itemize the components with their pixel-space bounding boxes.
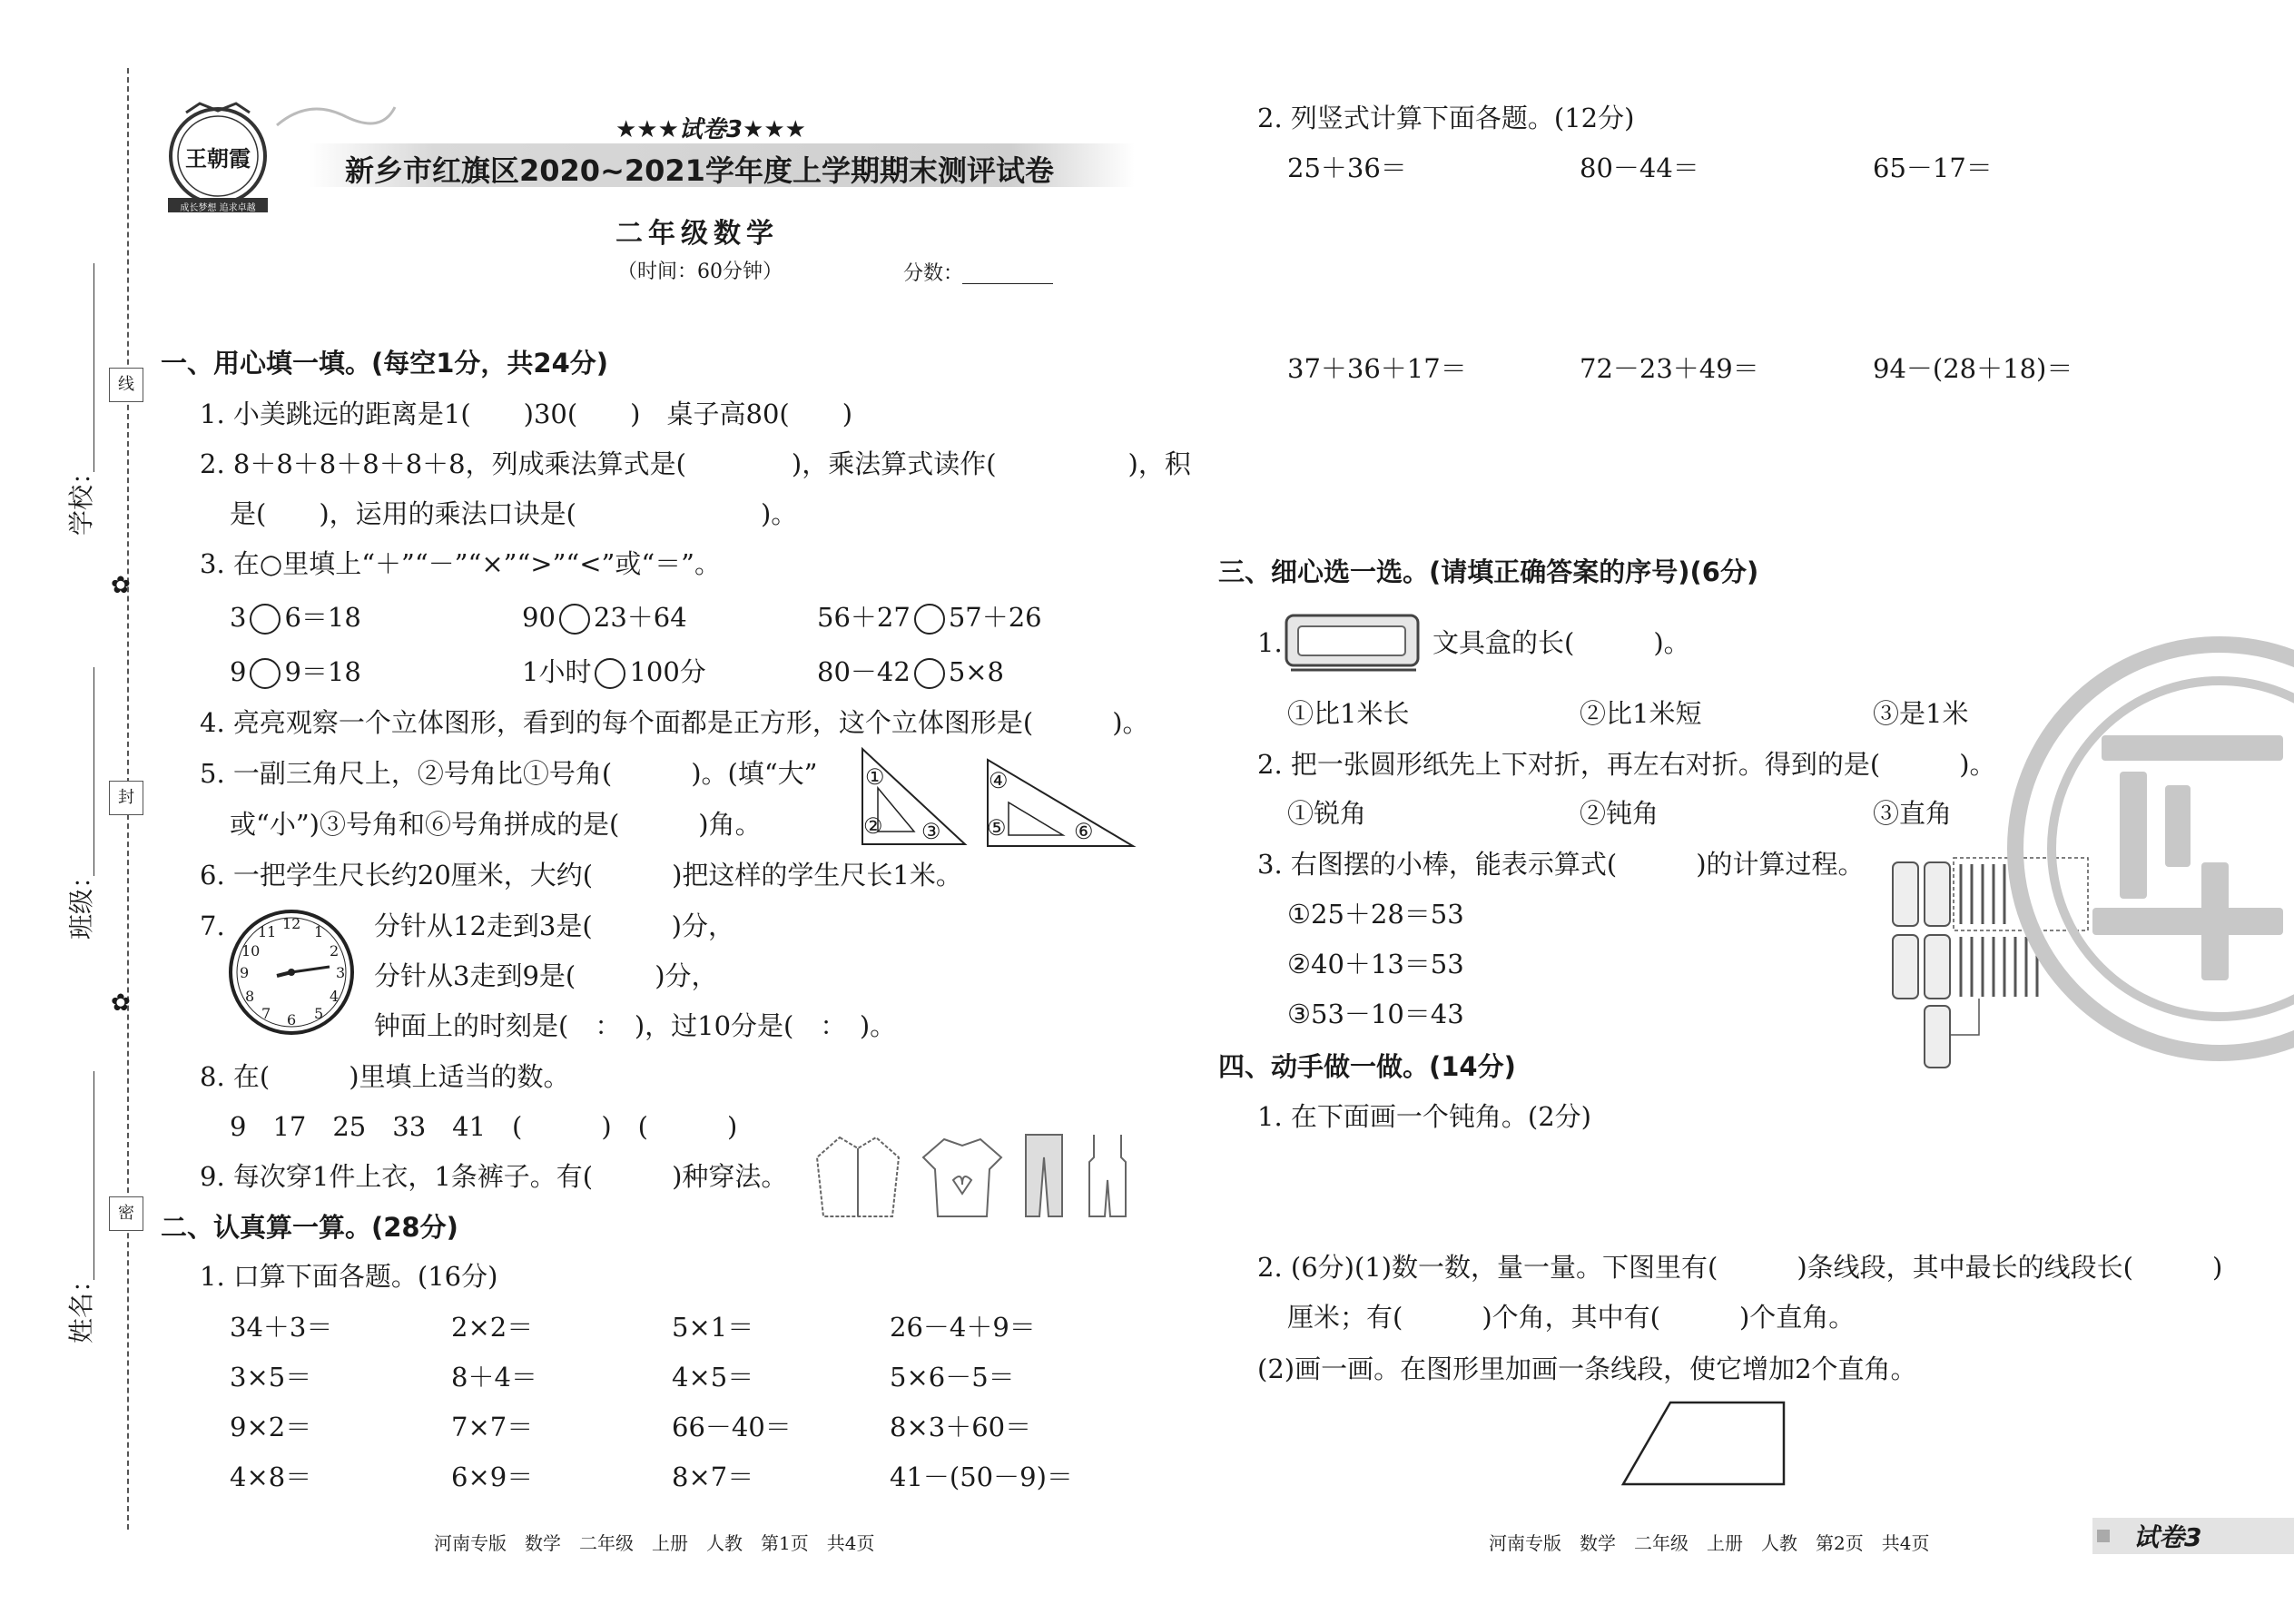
sub2-heading: 2. 列竖式计算下面各题。(12分): [1257, 103, 1635, 133]
compare-6: 80－42 5×8: [817, 656, 1005, 687]
c3-option-b[interactable]: ②40＋13＝53: [1287, 949, 1464, 979]
oral-item: 6×9＝: [451, 1462, 534, 1492]
vert-item: 72－23＋49＝: [1580, 353, 1759, 384]
subject-title: 二年级数学: [615, 218, 779, 250]
score-label: 分数：: [903, 262, 964, 285]
section-2-heading: 二、认真算一算。(28分): [161, 1212, 458, 1243]
oral-item: 7×7＝: [451, 1412, 534, 1442]
vert-item: 65－17＝: [1873, 153, 1993, 183]
compare-circle[interactable]: [250, 604, 281, 635]
paper-tag: 试卷3: [2133, 1522, 2202, 1552]
d2-line2: 厘米；有( )个角，其中有( )个直角。: [1287, 1302, 1856, 1333]
oral-item: 8×3＋60＝: [890, 1412, 1032, 1442]
q2-line1: 2. 8＋8＋8＋8＋8＋8，列成乘法算式是( )，乘法算式读作( )，积: [200, 448, 1191, 479]
section-1-heading: 一、用心填一填。(每空1分，共24分): [161, 348, 609, 379]
seal-word-xian: 线: [109, 368, 143, 402]
q1: 1. 小美跳远的距离是1( )30( ) 桌子高80( ): [200, 399, 853, 429]
name-label: 姓名：: [66, 1266, 96, 1343]
compare-circle[interactable]: [595, 658, 625, 689]
oral-item: 4×8＝: [230, 1462, 312, 1492]
c1-number: 1.: [1257, 627, 1283, 658]
oral-item: 26－4＋9＝: [890, 1312, 1036, 1343]
oral-item: 2×2＝: [451, 1312, 534, 1343]
q2-line2: 是( )，运用的乘法口诀是( )。: [230, 498, 798, 529]
compare-5: 1小时 100分: [522, 656, 706, 687]
ribbon-decoration: [272, 98, 399, 134]
exam-title: 新乡市红旗区2020~2021学年度上学期期末测评试卷: [345, 153, 1054, 188]
oral-item: 8×7＝: [672, 1462, 754, 1492]
c1-option-b[interactable]: ②比1米短: [1580, 698, 1702, 729]
compare-circle[interactable]: [914, 658, 945, 689]
oral-item: 41－(50－9)＝: [890, 1462, 1073, 1492]
oral-item: 8＋4＝: [451, 1362, 537, 1393]
triangle-ruler-a: ① ② ③: [858, 744, 971, 849]
score-blank[interactable]: [962, 283, 1053, 284]
logo: [159, 100, 277, 218]
q8: 8. 在( )里填上适当的数。: [200, 1061, 570, 1092]
c1-option-a[interactable]: ①比1米长: [1287, 698, 1410, 729]
time-label: （时间：60分钟）: [617, 261, 783, 283]
class-label: 班级：: [66, 862, 96, 940]
compare-2: 90 23＋64: [522, 602, 687, 633]
overalls-icon: [1085, 1130, 1130, 1221]
compare-1: 3 6＝18: [230, 602, 361, 633]
seal-word-feng: 封: [109, 781, 143, 815]
q6: 6. 一把学生尺长约20厘米，大约( )把这样的学生尺长1米。: [200, 860, 962, 891]
vert-item: 25＋36＝: [1287, 153, 1407, 183]
c3: 3. 右图摆的小棒，能表示算式( )的计算过程。: [1257, 849, 1865, 880]
compare-circle[interactable]: [250, 658, 281, 689]
q7-number: 7.: [200, 910, 225, 941]
q7-line3: 钟面上的时刻是( ： )，过10分是( ： )。: [374, 1010, 897, 1041]
paper-tag-square: [2097, 1530, 2110, 1542]
c2-option-b[interactable]: ②钝角: [1580, 798, 1659, 829]
binding-ornament-1: ✿: [111, 572, 131, 599]
c2: 2. 把一张圆形纸先上下对折，再左右对折。得到的是( )。: [1257, 749, 1996, 780]
compare-3: 56＋27 57＋26: [817, 602, 1042, 633]
oral-item: 4×5＝: [672, 1362, 754, 1393]
compare-circle[interactable]: [559, 604, 590, 635]
trousers-icon: [1021, 1130, 1067, 1221]
secret-seal-watermark: [1993, 635, 2294, 1089]
c1-text: 文具盒的长( )。: [1433, 627, 1690, 658]
logo-text: 王朝霞: [185, 145, 251, 172]
d2-line1: 2. (6分)(1)数一数，量一量。下图里有( )条线段，其中最长的线段长( ): [1257, 1252, 2223, 1283]
c1-option-c[interactable]: ③是1米: [1873, 698, 1969, 729]
trapezoid-figure: [1620, 1398, 1788, 1489]
footer-right: 河南专版 数学 二年级 上册 人教 第2页 共4页: [1489, 1532, 1930, 1554]
c3-option-c[interactable]: ③53－10＝43: [1287, 999, 1464, 1029]
q7-line1: 分针从12走到3是( )分，: [374, 910, 734, 941]
oral-item: 5×1＝: [672, 1312, 754, 1343]
seal-word-mi: 密: [109, 1196, 143, 1231]
c2-option-c[interactable]: ③直角: [1873, 798, 1953, 829]
q3: 3. 在○里填上“＋”“－”“×”“>”“<”或“＝”。: [200, 548, 721, 579]
section-3-heading: 三、细心选一选。(请填正确答案的序号)(6分): [1218, 556, 1759, 587]
clock-face: 12 1 2 3 4 5 6 7 8 9 10 11: [227, 908, 356, 1037]
shirt-icon: [812, 1130, 903, 1221]
pencil-box-icon: [1282, 608, 1423, 676]
sub1-heading: 1. 口算下面各题。(16分): [200, 1261, 498, 1292]
q8-sequence: 9 17 25 33 41 ( ) ( ): [230, 1111, 738, 1142]
oral-item: 66－40＝: [672, 1412, 792, 1442]
oral-item: 9×2＝: [230, 1412, 312, 1442]
q5-line1: 5. 一副三角尺上，②号角比①号角( )。(填“大”: [200, 758, 818, 789]
school-label: 学校：: [66, 458, 96, 536]
c3-option-a[interactable]: ①25＋28＝53: [1287, 899, 1464, 930]
d2-line3: (2)画一画。在图形里加画一条线段，使它增加2个直角。: [1257, 1353, 1917, 1384]
c2-option-a[interactable]: ①锐角: [1287, 798, 1367, 829]
binding-ornament-2: ✿: [111, 989, 131, 1017]
footer-left: 河南专版 数学 二年级 上册 人教 第1页 共4页: [434, 1532, 875, 1554]
q7-line2: 分针从3走到9是( )分，: [374, 960, 718, 991]
compare-4: 9 9＝18: [230, 656, 361, 687]
logo-motto: 成长梦想 追求卓越: [180, 203, 256, 213]
triangle-ruler-b: ④ ⑤ ⑥: [983, 755, 1137, 851]
vert-item: 37＋36＋17＝: [1287, 353, 1467, 384]
oral-item: 3×5＝: [230, 1362, 312, 1393]
q9: 9. 每次穿1件上衣，1条裤子。有( )种穿法。: [200, 1161, 788, 1192]
d1: 1. 在下面画一个钝角。(2分): [1257, 1101, 1591, 1132]
paper-badge: ★★★试卷3★★★: [615, 116, 806, 143]
vert-item: 94－(28＋18)＝: [1873, 353, 2073, 384]
oral-item: 34＋3＝: [230, 1312, 333, 1343]
vert-item: 80－44＝: [1580, 153, 1699, 183]
q5-line2: 或“小”)③号角和⑥号角拼成的是( )角。: [230, 809, 762, 840]
q4: 4. 亮亮观察一个立体图形，看到的每个面都是正方形，这个立体图形是( )。: [200, 707, 1149, 738]
tshirt-icon: [921, 1135, 1003, 1221]
section-4-heading: 四、动手做一做。(14分): [1218, 1051, 1516, 1082]
compare-circle[interactable]: [914, 604, 945, 635]
oral-item: 5×6－5＝: [890, 1362, 1015, 1393]
